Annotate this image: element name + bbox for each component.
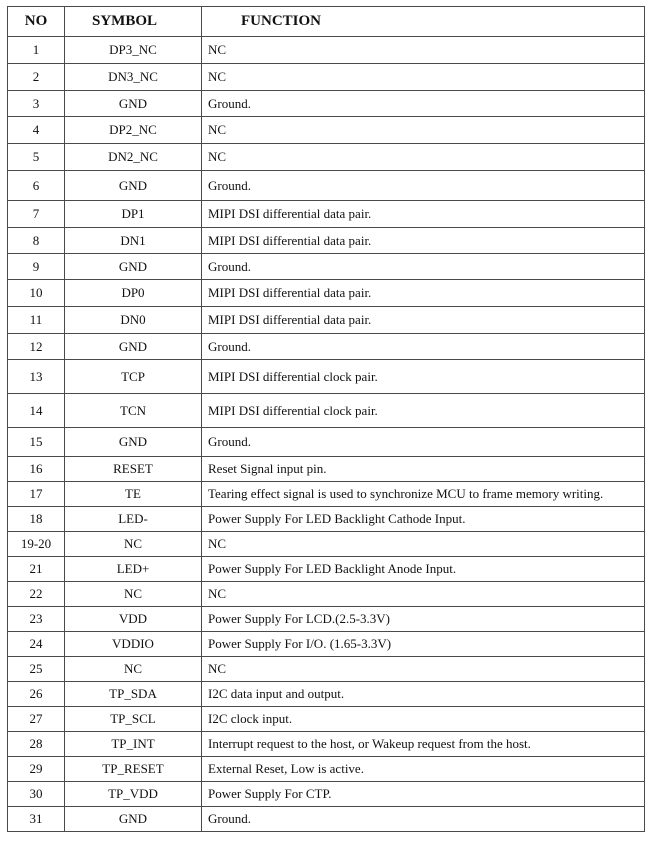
- pin-symbol-cell: DP0: [65, 280, 202, 307]
- table-row: [8, 37, 645, 64]
- pin-symbol-cell: LED+: [65, 557, 202, 582]
- pin-function-cell: Ground.: [202, 171, 645, 201]
- table-row: [8, 582, 645, 607]
- table-row: [8, 457, 645, 482]
- pin-number-cell: 8: [8, 228, 65, 254]
- table-row: [8, 732, 645, 757]
- pin-symbol-cell: TP_INT: [65, 732, 202, 757]
- header-no: NO: [8, 7, 65, 37]
- pin-number-cell: 23: [8, 607, 65, 632]
- table-row: [8, 607, 645, 632]
- pin-function-cell: MIPI DSI differential clock pair.: [202, 360, 645, 394]
- pin-number-cell: 24: [8, 632, 65, 657]
- table-row: [8, 807, 645, 832]
- pin-number-cell: 21: [8, 557, 65, 582]
- table-row: [8, 657, 645, 682]
- pin-function-cell: MIPI DSI differential data pair.: [202, 201, 645, 228]
- pin-symbol-cell: DP3_NC: [65, 37, 202, 64]
- table-row: [8, 394, 645, 428]
- pin-function-cell: I2C data input and output.: [202, 682, 645, 707]
- header-function: FUNCTION: [202, 7, 645, 37]
- pin-symbol-cell: TP_SDA: [65, 682, 202, 707]
- pin-function-cell: Interrupt request to the host, or Wakeup request from the host.: [202, 732, 645, 757]
- table-row: [8, 280, 645, 307]
- table-row: [8, 144, 645, 171]
- table-row: [8, 201, 645, 228]
- pin-symbol-cell: DN3_NC: [65, 64, 202, 91]
- pin-number-cell: 13: [8, 360, 65, 394]
- pin-symbol-cell: TP_SCL: [65, 707, 202, 732]
- pin-number-cell: 17: [8, 482, 65, 507]
- pin-function-cell: Power Supply For I/O. (1.65-3.3V): [202, 632, 645, 657]
- pin-function-cell: NC: [202, 117, 645, 144]
- pin-symbol-cell: DN1: [65, 228, 202, 254]
- pin-function-cell: Ground.: [202, 334, 645, 360]
- pin-function-cell: Ground.: [202, 254, 645, 280]
- pin-function-cell: Power Supply For LCD.(2.5-3.3V): [202, 607, 645, 632]
- pin-function-cell: Power Supply For LED Backlight Cathode Input.: [202, 507, 645, 532]
- pin-function-cell: MIPI DSI differential data pair.: [202, 307, 645, 334]
- pin-symbol-cell: TE: [65, 482, 202, 507]
- pin-function-cell: MIPI DSI differential data pair.: [202, 280, 645, 307]
- table-body: [8, 37, 645, 832]
- table-row: [8, 707, 645, 732]
- pin-symbol-cell: TCN: [65, 394, 202, 428]
- pin-function-cell: Ground.: [202, 91, 645, 117]
- table-row: [8, 532, 645, 557]
- pin-number-cell: 6: [8, 171, 65, 201]
- table-row: [8, 91, 645, 117]
- pin-function-cell: NC: [202, 64, 645, 91]
- table-row: [8, 557, 645, 582]
- pin-function-cell: External Reset, Low is active.: [202, 757, 645, 782]
- pin-number-cell: 25: [8, 657, 65, 682]
- pin-symbol-cell: DP1: [65, 201, 202, 228]
- table-row: [8, 228, 645, 254]
- table-row: [8, 482, 645, 507]
- pin-symbol-cell: LED-: [65, 507, 202, 532]
- pin-number-cell: 1: [8, 37, 65, 64]
- pin-function-cell: NC: [202, 144, 645, 171]
- table-row: [8, 334, 645, 360]
- pin-function-cell: Reset Signal input pin.: [202, 457, 645, 482]
- pin-symbol-cell: DP2_NC: [65, 117, 202, 144]
- pin-symbol-cell: GND: [65, 428, 202, 457]
- pin-function-table: [7, 6, 645, 832]
- pin-function-cell: NC: [202, 657, 645, 682]
- pin-symbol-cell: VDD: [65, 607, 202, 632]
- pin-number-cell: 29: [8, 757, 65, 782]
- pin-function-cell: Power Supply For LED Backlight Anode Input.: [202, 557, 645, 582]
- pin-symbol-cell: GND: [65, 254, 202, 280]
- pin-number-cell: 19-20: [8, 532, 65, 557]
- pin-function-cell: MIPI DSI differential clock pair.: [202, 394, 645, 428]
- pin-function-cell: Power Supply For CTP.: [202, 782, 645, 807]
- table-row: [8, 782, 645, 807]
- pin-symbol-cell: DN2_NC: [65, 144, 202, 171]
- pin-number-cell: 12: [8, 334, 65, 360]
- table-row: [8, 64, 645, 91]
- table-row: [8, 254, 645, 280]
- pin-function-cell: Ground.: [202, 428, 645, 457]
- pin-symbol-cell: VDDIO: [65, 632, 202, 657]
- pin-number-cell: 2: [8, 64, 65, 91]
- pin-symbol-cell: NC: [65, 582, 202, 607]
- pin-function-cell: NC: [202, 582, 645, 607]
- pin-number-cell: 10: [8, 280, 65, 307]
- pin-number-cell: 22: [8, 582, 65, 607]
- table-row: [8, 682, 645, 707]
- pin-function-cell: NC: [202, 37, 645, 64]
- pin-symbol-cell: TP_RESET: [65, 757, 202, 782]
- pin-number-cell: 3: [8, 91, 65, 117]
- pin-symbol-cell: GND: [65, 91, 202, 117]
- table-row: [8, 428, 645, 457]
- header-symbol: SYMBOL: [65, 7, 202, 37]
- pin-function-cell: Ground.: [202, 807, 645, 832]
- pin-symbol-cell: DN0: [65, 307, 202, 334]
- pin-number-cell: 4: [8, 117, 65, 144]
- pin-number-cell: 11: [8, 307, 65, 334]
- table-row: [8, 117, 645, 144]
- pin-number-cell: 14: [8, 394, 65, 428]
- pin-number-cell: 30: [8, 782, 65, 807]
- pin-function-cell: MIPI DSI differential data pair.: [202, 228, 645, 254]
- pin-symbol-cell: GND: [65, 171, 202, 201]
- table-row: [8, 171, 645, 201]
- pin-function-cell: I2C clock input.: [202, 707, 645, 732]
- pin-function-cell: NC: [202, 532, 645, 557]
- pin-number-cell: 16: [8, 457, 65, 482]
- pin-symbol-cell: NC: [65, 657, 202, 682]
- pin-number-cell: 7: [8, 201, 65, 228]
- pin-number-cell: 26: [8, 682, 65, 707]
- pin-number-cell: 9: [8, 254, 65, 280]
- pin-symbol-cell: NC: [65, 532, 202, 557]
- table-row: [8, 507, 645, 532]
- pin-symbol-cell: GND: [65, 807, 202, 832]
- pin-number-cell: 31: [8, 807, 65, 832]
- table-row: [8, 632, 645, 657]
- pin-number-cell: 27: [8, 707, 65, 732]
- table-header-row: [8, 7, 645, 37]
- pin-number-cell: 18: [8, 507, 65, 532]
- table-row: [8, 360, 645, 394]
- pin-function-cell: Tearing effect signal is used to synchronize MCU to frame memory writing.: [202, 482, 645, 507]
- table-row: [8, 307, 645, 334]
- pin-symbol-cell: RESET: [65, 457, 202, 482]
- pin-number-cell: 15: [8, 428, 65, 457]
- pin-symbol-cell: TCP: [65, 360, 202, 394]
- pin-number-cell: 5: [8, 144, 65, 171]
- pin-number-cell: 28: [8, 732, 65, 757]
- pin-symbol-cell: GND: [65, 334, 202, 360]
- table-row: [8, 757, 645, 782]
- pin-symbol-cell: TP_VDD: [65, 782, 202, 807]
